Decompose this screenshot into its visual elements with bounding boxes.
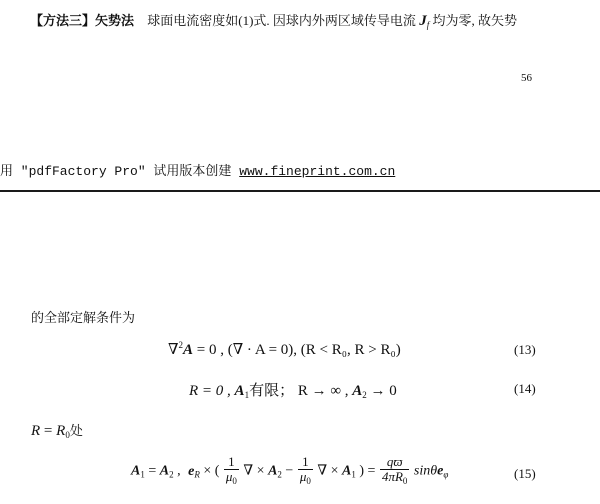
method-label: 【方法三】矢势法 bbox=[30, 13, 135, 28]
symbol-J-sub: f bbox=[426, 20, 430, 30]
eq15-trail: sinθ bbox=[413, 463, 438, 479]
footer-link[interactable]: www.fineprint.com.cn bbox=[239, 164, 396, 179]
condition-place: 处 bbox=[69, 423, 83, 438]
footer-prefix: 用 "pdfFactory Pro" 试用版本创建 bbox=[0, 164, 232, 179]
condition-R: R bbox=[31, 423, 41, 439]
eq14-A2: A bbox=[352, 383, 363, 399]
eq14-A1-sub: 1 bbox=[244, 390, 250, 400]
condition-R0: R bbox=[56, 423, 66, 439]
nabla-sup: 2 bbox=[178, 340, 183, 350]
eq14-text-b: 有限； R → ∞ , bbox=[249, 383, 353, 399]
eq14-text-a: R = 0 , bbox=[189, 383, 235, 399]
nabla: ∇ bbox=[168, 342, 179, 358]
condition-line bbox=[31, 420, 83, 440]
vector-A: A bbox=[182, 342, 193, 358]
pdffactory-footer bbox=[0, 160, 395, 179]
condition-R0-sub: 0 bbox=[65, 430, 70, 440]
equation-13-number: (13) bbox=[514, 342, 536, 357]
frac-1-over-mu0-a: $\frac{1}{\mu_0}$ bbox=[225, 454, 237, 486]
page-number: 56 bbox=[521, 72, 532, 84]
equation-15-number: (15) bbox=[514, 466, 536, 481]
equation-14-number: (14) bbox=[514, 381, 536, 396]
eq13-rest: = 0 , (∇ · A = 0), (R < R₀, R > R₀) bbox=[193, 342, 401, 358]
page-divider bbox=[0, 190, 600, 192]
eq14-A2-sub: 2 bbox=[362, 390, 367, 400]
frac-1-over-mu0-b: $\frac{1}{\mu_0}$ bbox=[299, 454, 311, 486]
equation-14 bbox=[189, 379, 397, 400]
top-text-line bbox=[30, 10, 517, 30]
intro-text: 的全部定解条件为 bbox=[31, 310, 136, 325]
equation-15: $A_1 = A_2$ , $e_R$ × ( $\frac{1}{\mu_0}$ ∇ × $A_2$ − $\frac{1}{\mu_0}$ ∇ × $A_1$ ) = $\frac{qϖ}{4\pi R_0}$ sinθe$_\varphi$ bbox=[131, 454, 449, 486]
eq14-A1: A bbox=[234, 383, 245, 399]
frac-rhs: $\frac{qϖ}{4\pi R_0}$ bbox=[381, 454, 408, 486]
condition-eq: = bbox=[40, 423, 57, 439]
top-text-after: 均为零, 故矢势 bbox=[432, 13, 517, 28]
equation-13 bbox=[168, 340, 401, 359]
top-text: 球面电流密度如(1)式. 因球内外两区域传导电流 bbox=[147, 13, 416, 28]
eq14-text-c: → 0 bbox=[366, 383, 397, 399]
symbol-J: J bbox=[419, 13, 427, 29]
